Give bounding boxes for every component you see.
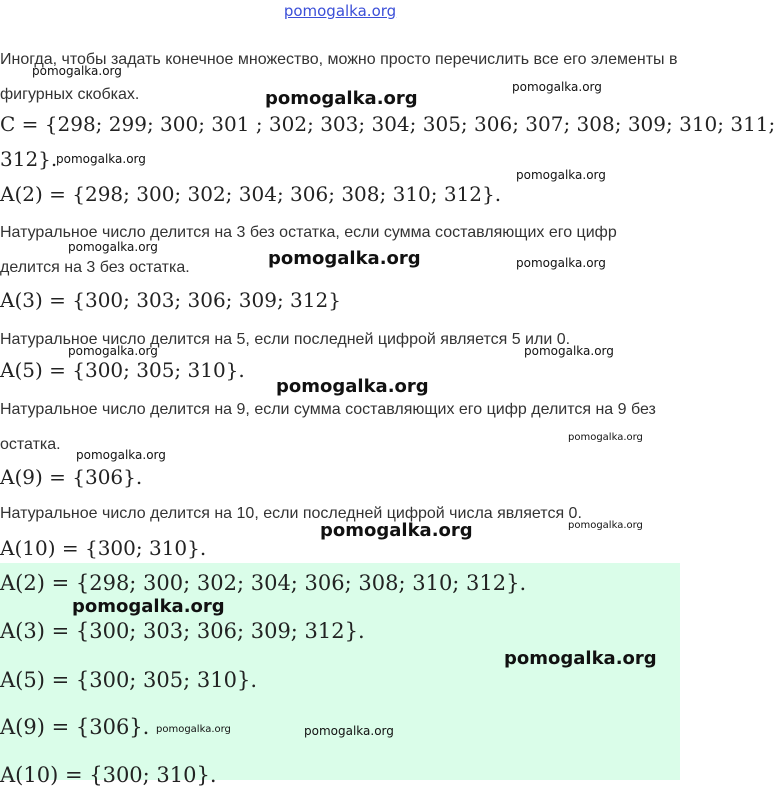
rule-3-paragraph: Натуральное число делится на 3 без остатка, если сумма составляющих его цифр делится на 3 без остатка.: [0, 224, 617, 276]
watermark: pomogalka.org: [68, 240, 158, 254]
a10-formula: A(10) = {300; 310}.: [0, 536, 207, 560]
watermark: pomogalka.org: [568, 520, 643, 531]
watermark: pomogalka.org: [512, 80, 602, 94]
watermark: pomogalka.org: [304, 724, 394, 738]
watermark: pomogalka.org: [320, 520, 473, 541]
answer-a10: A(10) = {300; 310}.: [0, 763, 217, 787]
watermark: pomogalka.org: [268, 248, 421, 269]
watermark: pomogalka.org: [265, 88, 418, 109]
watermark: pomogalka.org: [516, 168, 606, 182]
a9-formula: A(9) = {306}.: [0, 465, 143, 489]
watermark: pomogalka.org: [56, 152, 146, 166]
answer-a9: A(9) = {306}.: [0, 715, 150, 739]
watermark: pomogalka.org: [156, 724, 231, 735]
watermark: pomogalka.org: [276, 376, 429, 397]
answer-a3: A(3) = {300; 303; 306; 309; 312}.: [0, 619, 365, 643]
set-c-formula-continued: 312}.: [0, 147, 58, 171]
watermark: pomogalka.org: [568, 432, 643, 443]
watermark: pomogalka.org: [72, 596, 225, 617]
a3-formula: A(3) = {300; 303; 306; 309; 312}: [0, 288, 341, 312]
watermark: pomogalka.org: [524, 344, 614, 358]
rule-5-paragraph: Натуральное число делится на 5, если последней цифрой является 5 или 0.: [0, 331, 571, 348]
watermark: pomogalka.org: [504, 648, 657, 669]
set-c-formula: C = {298; 299; 300; 301 ; 302; 303; 304; 305; 306; 307; 308; 309; 310; 311;: [0, 112, 775, 136]
rule-10-paragraph: Натуральное число делится на 10, если последней цифрой числа является 0.: [0, 505, 582, 522]
site-header-link[interactable]: pomogalka.org: [283, 2, 397, 20]
answer-a2: A(2) = {298; 300; 302; 304; 306; 308; 310; 312}.: [0, 571, 527, 595]
answer-a5: A(5) = {300; 305; 310}.: [0, 668, 258, 692]
rule-9-paragraph: Натуральное число делится на 9, если сумма составляющих его цифр делится на 9 без остатка.: [0, 401, 656, 453]
watermark: pomogalka.org: [516, 256, 606, 270]
a5-formula: A(5) = {300; 305; 310}.: [0, 358, 245, 382]
watermark: pomogalka.org: [68, 344, 158, 358]
intro-paragraph: Иногда, чтобы задать конечное множество, можно просто перечислить все его элементы в фигурных скобках.: [0, 51, 678, 103]
watermark: pomogalka.org: [76, 448, 166, 462]
a2-formula: A(2) = {298; 300; 302; 304; 306; 308; 310; 312}.: [0, 182, 502, 206]
watermark: pomogalka.org: [32, 64, 122, 78]
